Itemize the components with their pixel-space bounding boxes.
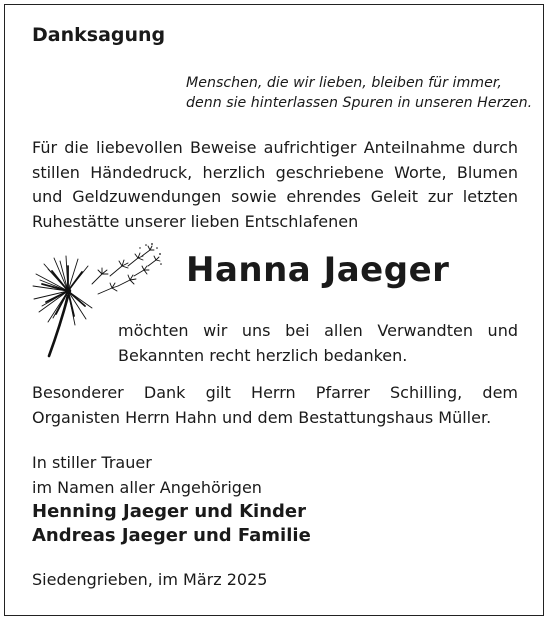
- memorial-quote: [186, 73, 532, 113]
- intro-line: Für die liebevollen Beweise aufrichtiger Anteilnahme durch: [32, 138, 518, 157]
- thanks-paragraph: [118, 319, 518, 368]
- intro-paragraph: [32, 136, 518, 234]
- intro-line: stillen Händedruck, herzlich geschriebene Worte, Blumen: [32, 162, 518, 182]
- quote-line: Menschen, die wir lieben, bleiben für immer,: [186, 75, 502, 91]
- intro-line: Ruhestätte unserer lieben Entschlafenen: [32, 211, 359, 231]
- closing-block: [32, 451, 262, 500]
- special-thanks-paragraph: [32, 381, 518, 430]
- special-thanks-line: Besonderer Dank gilt Herrn Pfarrer Schilling, dem: [32, 383, 518, 402]
- signer-name: Andreas Jaeger und Familie: [32, 525, 311, 546]
- thanks-line: möchten wir uns bei allen Verwandten und: [118, 321, 518, 340]
- signer-name: Henning Jaeger und Kinder: [32, 501, 307, 522]
- signers-block: [32, 500, 311, 548]
- intro-line: und Geldzuwendungen sowie ehrendes Geleit zur letzten: [32, 187, 518, 206]
- deceased-name: Hanna Jaeger: [186, 250, 450, 290]
- notice-heading: Danksagung: [32, 24, 166, 46]
- quote-line: denn sie hinterlassen Spuren in unseren Herzen.: [186, 95, 533, 111]
- closing-line: im Namen aller Angehörigen: [32, 477, 262, 497]
- special-thanks-line: Organisten Herrn Hahn und dem Bestattungshaus Müller.: [32, 407, 492, 427]
- place-date: Siedengrieben, im März 2025: [32, 570, 268, 589]
- closing-line: In stiller Trauer: [32, 453, 152, 472]
- thanks-line: Bekannten recht herzlich bedanken.: [118, 345, 408, 365]
